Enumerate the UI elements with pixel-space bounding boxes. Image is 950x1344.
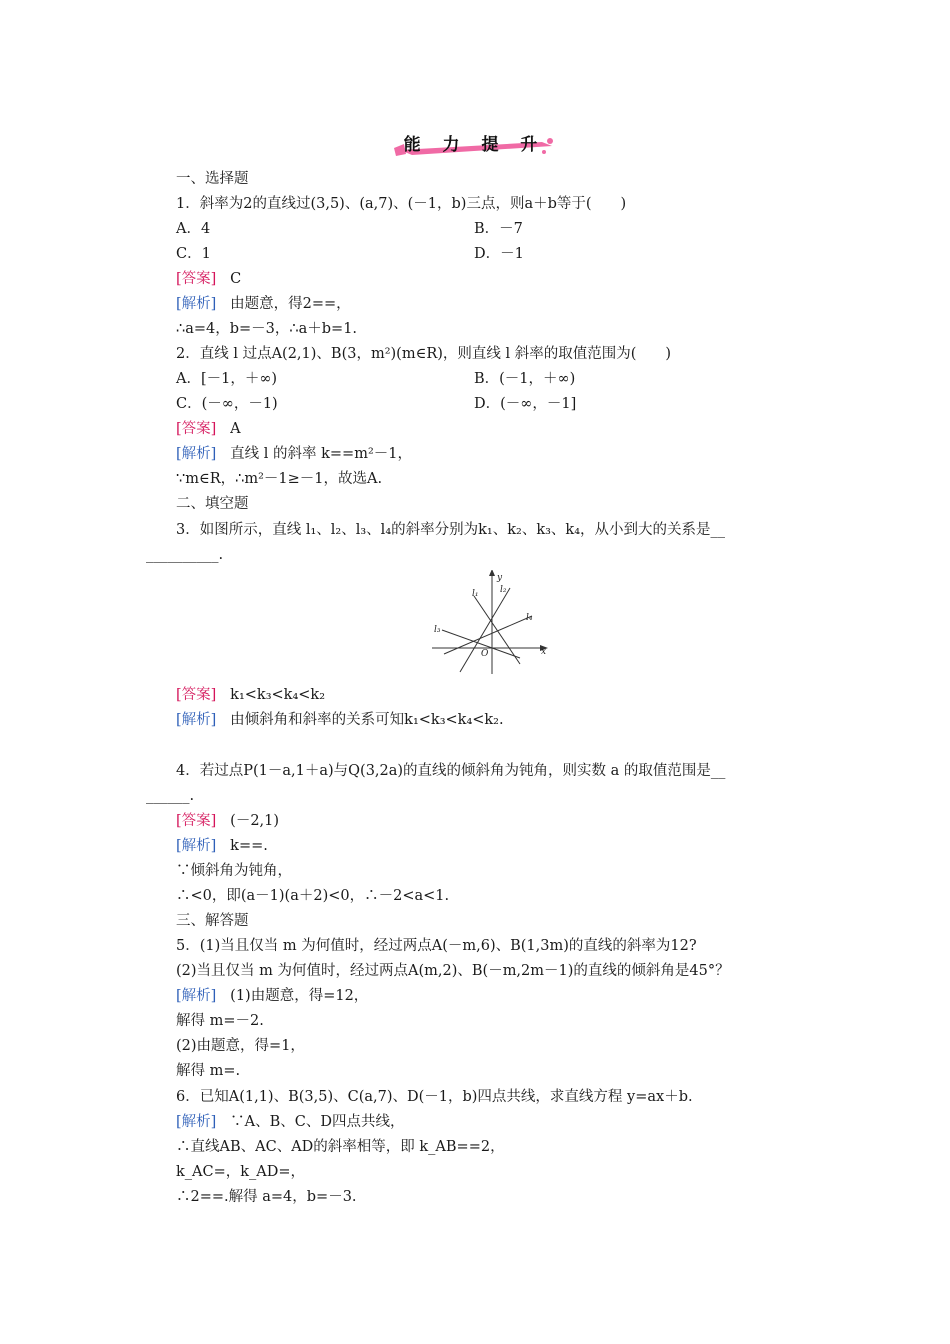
slope-figure: [430, 570, 552, 678]
l1-label: l₁: [472, 589, 479, 599]
section-heading-solve: 三、解答题: [176, 913, 249, 929]
answer-text: A: [230, 421, 241, 437]
question-6: 6．已知A(1,1)、B(3,5)、C(a,7)、D(－1，b)四点共线，求直线方程 y=ax＋b.: [176, 1089, 693, 1105]
option-b: B．－7: [474, 221, 523, 237]
question-4: 4．若过点P(1－a,1＋a)与Q(3,2a)的直线的倾斜角为钝角，则实数 a 的取值范围是__: [176, 763, 726, 779]
explanation-text: ∴直线AB、AC、AD的斜率相等，即 k_AB==2，: [176, 1139, 505, 1155]
answer-line: [176, 812, 279, 830]
option-d: D．－1: [474, 246, 524, 262]
answer-text: C: [230, 271, 242, 287]
question-2: 2．直线 l 过点A(2,1)、B(3，m²)(m∈R)，则直线 l 斜率的取值范围为( ): [176, 346, 672, 362]
answer-tag: [答案]: [176, 813, 217, 829]
y-label: y: [497, 573, 503, 583]
option-b: B．(－1，＋∞): [474, 371, 576, 387]
explanation-tag: [解析]: [176, 712, 217, 728]
option-d: D．(－∞，－1]: [474, 396, 577, 412]
explanation-tag: [解析]: [176, 296, 217, 312]
x-label: x: [541, 647, 547, 657]
option-c: C．1: [176, 246, 211, 262]
section-banner: [392, 128, 557, 158]
question-1: 1．斜率为2的直线过(3,5)、(a,7)、(－1，b)三点，则a＋b等于( ): [176, 196, 627, 212]
option-a: A．[－1，＋∞): [176, 371, 278, 387]
explanation-tag: [解析]: [176, 446, 217, 462]
explanation-text: 解得 m=－2.: [176, 1013, 264, 1029]
answer-line: [176, 686, 325, 704]
answer-blank: ______.: [146, 788, 195, 804]
explanation-text: (2)由题意，得=1，: [176, 1038, 305, 1054]
answer-line: [176, 270, 241, 288]
explanation-text: 直线 l 的斜率 k==m²－1，: [230, 446, 412, 462]
explanation-line: [176, 837, 268, 855]
explanation-tag: [解析]: [176, 838, 217, 854]
answer-text: k₁<k₃<k₄<k₂: [230, 687, 326, 703]
explanation-text: ∵m∈R，∴m²－1≥－1，故选A.: [176, 471, 383, 487]
explanation-tag: [解析]: [176, 1114, 217, 1130]
explanation-line: [176, 711, 504, 729]
explanation-text: (1)由题意，得=12，: [230, 988, 369, 1004]
explanation-text: ∵A、B、C、D四点共线，: [230, 1114, 405, 1130]
explanation-text: ∵倾斜角为钝角，: [176, 863, 292, 879]
explanation-text: ∴a=4，b=－3，∴a＋b=1.: [176, 321, 358, 337]
explanation-line: [176, 1113, 405, 1131]
answer-line: [176, 420, 241, 438]
page-title: 能 力 提 升: [403, 135, 546, 155]
option-a: A．4: [176, 221, 211, 237]
explanation-text: ∴<0，即(a－1)(a＋2)<0，∴－2<a<1.: [176, 888, 450, 904]
explanation-text: k_AC=，k_AD=，: [176, 1164, 306, 1180]
question-3: 3．如图所示，直线 l₁、l₂、l₃、l₄的斜率分别为k₁、k₂、k₃、k₄，从小到大的关系是__: [176, 522, 726, 538]
question-5-part-1: 5．(1)当且仅当 m 为何值时，经过两点A(－m,6)、B(1,3m)的直线的斜率为12?: [176, 938, 697, 954]
answer-tag: [答案]: [176, 421, 217, 437]
explanation-text: 解得 m=.: [176, 1063, 241, 1079]
explanation-line: [176, 987, 368, 1005]
answer-tag: [答案]: [176, 687, 217, 703]
l2-label: l₂: [500, 585, 507, 595]
option-c: C．(－∞，－1): [176, 396, 278, 412]
answer-tag: [答案]: [176, 271, 217, 287]
explanation-line: [176, 295, 351, 313]
explanation-text: k==.: [230, 838, 268, 854]
question-5-part-2: (2)当且仅当 m 为何值时，经过两点A(m,2)、B(－m,2m－1)的直线的倾斜角是45°？: [176, 963, 730, 979]
y-arrow: [489, 570, 495, 576]
answer-blank: __________.: [146, 547, 224, 563]
explanation-text: ∴2==.解得 a=4，b=－3.: [176, 1189, 357, 1205]
section-heading-choice: 一、选择题: [176, 171, 249, 187]
l3-label: l₃: [434, 625, 441, 635]
answer-text: (－2,1): [230, 813, 280, 829]
section-heading-fill: 二、填空题: [176, 496, 249, 512]
line-l2: [460, 588, 510, 672]
explanation-text: 由题意，得2==，: [230, 296, 351, 312]
explanation-tag: [解析]: [176, 988, 217, 1004]
explanation-text: 由倾斜角和斜率的关系可知k₁<k₃<k₄<k₂.: [230, 712, 504, 728]
l4-label: l₄: [526, 613, 533, 623]
origin-label: O: [481, 649, 489, 659]
explanation-line: [176, 445, 412, 463]
